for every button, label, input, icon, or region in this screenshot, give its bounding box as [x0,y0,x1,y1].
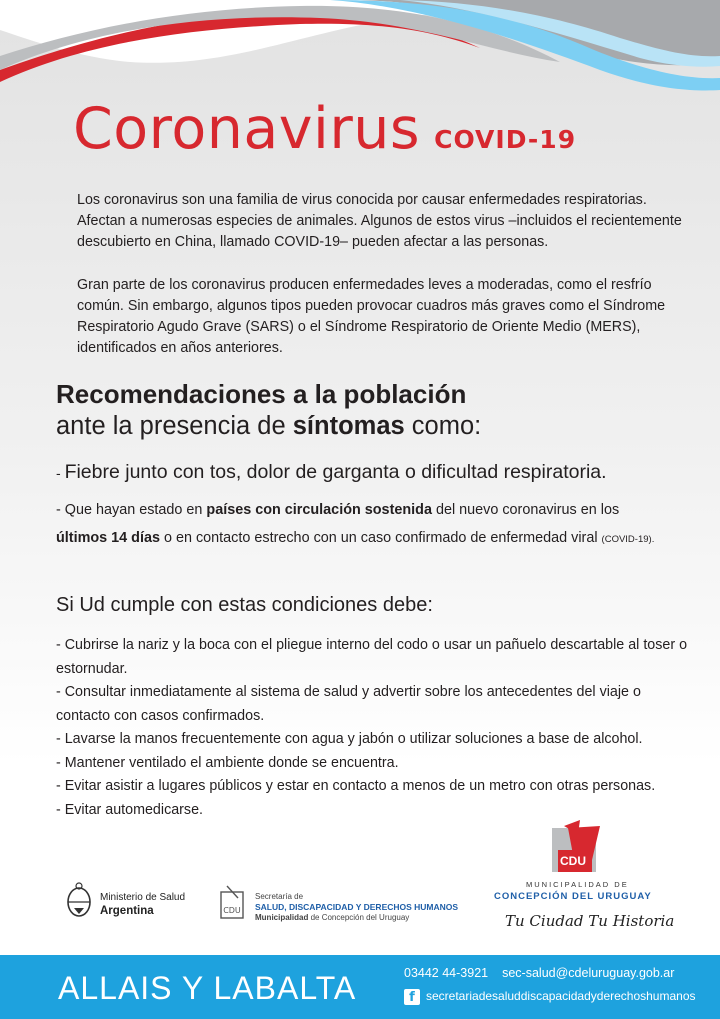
ministry-line-2: Argentina [100,905,154,917]
secretaria-line-3-bold: Municipalidad [255,913,309,922]
symptom2-part-d: últimos 14 días [56,530,160,546]
cdu-badge: CDU [560,854,586,868]
logos-row [0,820,720,950]
list-item: - Evitar automedicarse. [56,801,203,818]
svg-text:CDU: CDU [223,906,241,915]
municipal-line-1: MUNICIPALIDAD DE [526,880,629,889]
footer-social [404,989,696,1005]
recommendations-heading [56,378,481,442]
title-coronavirus: Coronavirus [73,96,421,162]
secretaria-line-3-rest: de Concepción del Uruguay [308,913,410,922]
list-item: - Lavarse la manos frecuentemente con agua y jabón o utilizar soluciones a base de alcohol. [56,731,643,747]
footer-facebook[interactable]: secretariadesaluddiscapacidadyderechoshumanos [426,989,696,1004]
list-item: - Evitar asistir a lugares públicos y estar en contacto a menos de un metro con otras personas. [56,778,656,794]
symptom-item-2 [56,496,696,554]
conditions-list [56,634,696,822]
symptom-text-1: Fiebre junto con tos, dolor de garganta o dificultad respiratoria. [64,461,607,483]
facebook-icon: f [404,989,420,1005]
symptom-dash: - [56,465,65,481]
list-item: - Mantener ventilado el ambiente donde se encuentra. [56,754,399,771]
secretaria-line-2: SALUD, DISCAPACIDAD Y DERECHOS HUMANOS [255,902,459,912]
recommendations-subtitle [56,410,481,442]
secretaria-line-3 [255,913,409,922]
footer-phone: 03442 44-3921 [404,966,489,980]
subtitle-bold: síntomas [292,412,405,440]
municipal-line-2: CONCEPCIÓN DEL URUGUAY [494,891,652,902]
symptom2-part-e: o en contacto estrecho con un caso confirmado de enfermedad viral [159,530,602,546]
intro-paragraph-1: Los coronavirus son una familia de virus conocida por causar enfermedades respiratorias. Afectan a numerosas especies de animales. Algunos de estos virus –incluidos el recientemente descubierto en China, llamado COVID-19– pueden afectar a las personas. [77,192,682,250]
intro-paragraph-2: Gran parte de los coronavirus producen enfermedades leves a moderadas, como el resfrío común. Sin embargo, algunos tipos pueden provocar cuadros más graves como el Síndrome Respiratorio Agudo Grave (SARS) o el Síndrome Respiratorio de Oriente Medio (MERS), identificados en años anteriores. [77,277,666,356]
footer-brand: ALLAIS Y LABALTA [58,970,357,1006]
poster-title [73,96,576,162]
list-item: - Consultar inmediatamente al sistema de salud y advertir sobre los antecedentes del viaje o contacto con casos confirmados. [56,684,641,724]
recommendations-title: Recomendaciones a la población [56,379,467,409]
secretaria-cdu-icon [218,884,246,920]
intro-text [77,190,687,381]
footer-email[interactable]: sec-salud@cdeluruguay.gob.ar [502,966,675,980]
list-item: - Cubrirse la nariz y la boca con el pliegue interno del codo o usar un pañuelo descartable al toser o estornudar. [56,637,688,677]
ministry-line-1: Ministerio de Salud [100,892,186,903]
subtitle-start: ante la presencia de [56,412,293,440]
footer-bar [0,955,720,1019]
subtitle-end: como: [404,412,482,440]
footer-contact [404,966,674,980]
symptom2-part-c: del nuevo coronavirus en los [431,502,620,518]
symptom2-part-b: países con circulación sostenida [206,502,432,518]
ministry-shield-icon [66,882,92,920]
conditions-heading: Si Ud cumple con estas condiciones debe: [56,594,433,616]
symptom2-part-a: - Que hayan estado en [56,502,207,518]
symptom-item-1 [56,461,607,484]
title-covid19: COVID-19 [434,125,577,154]
municipal-slogan: Tu Ciudad Tu Historia [505,912,675,930]
symptom2-part-f: (COVID-19). [601,534,655,545]
secretaria-line-1: Secretaría de [255,892,304,901]
